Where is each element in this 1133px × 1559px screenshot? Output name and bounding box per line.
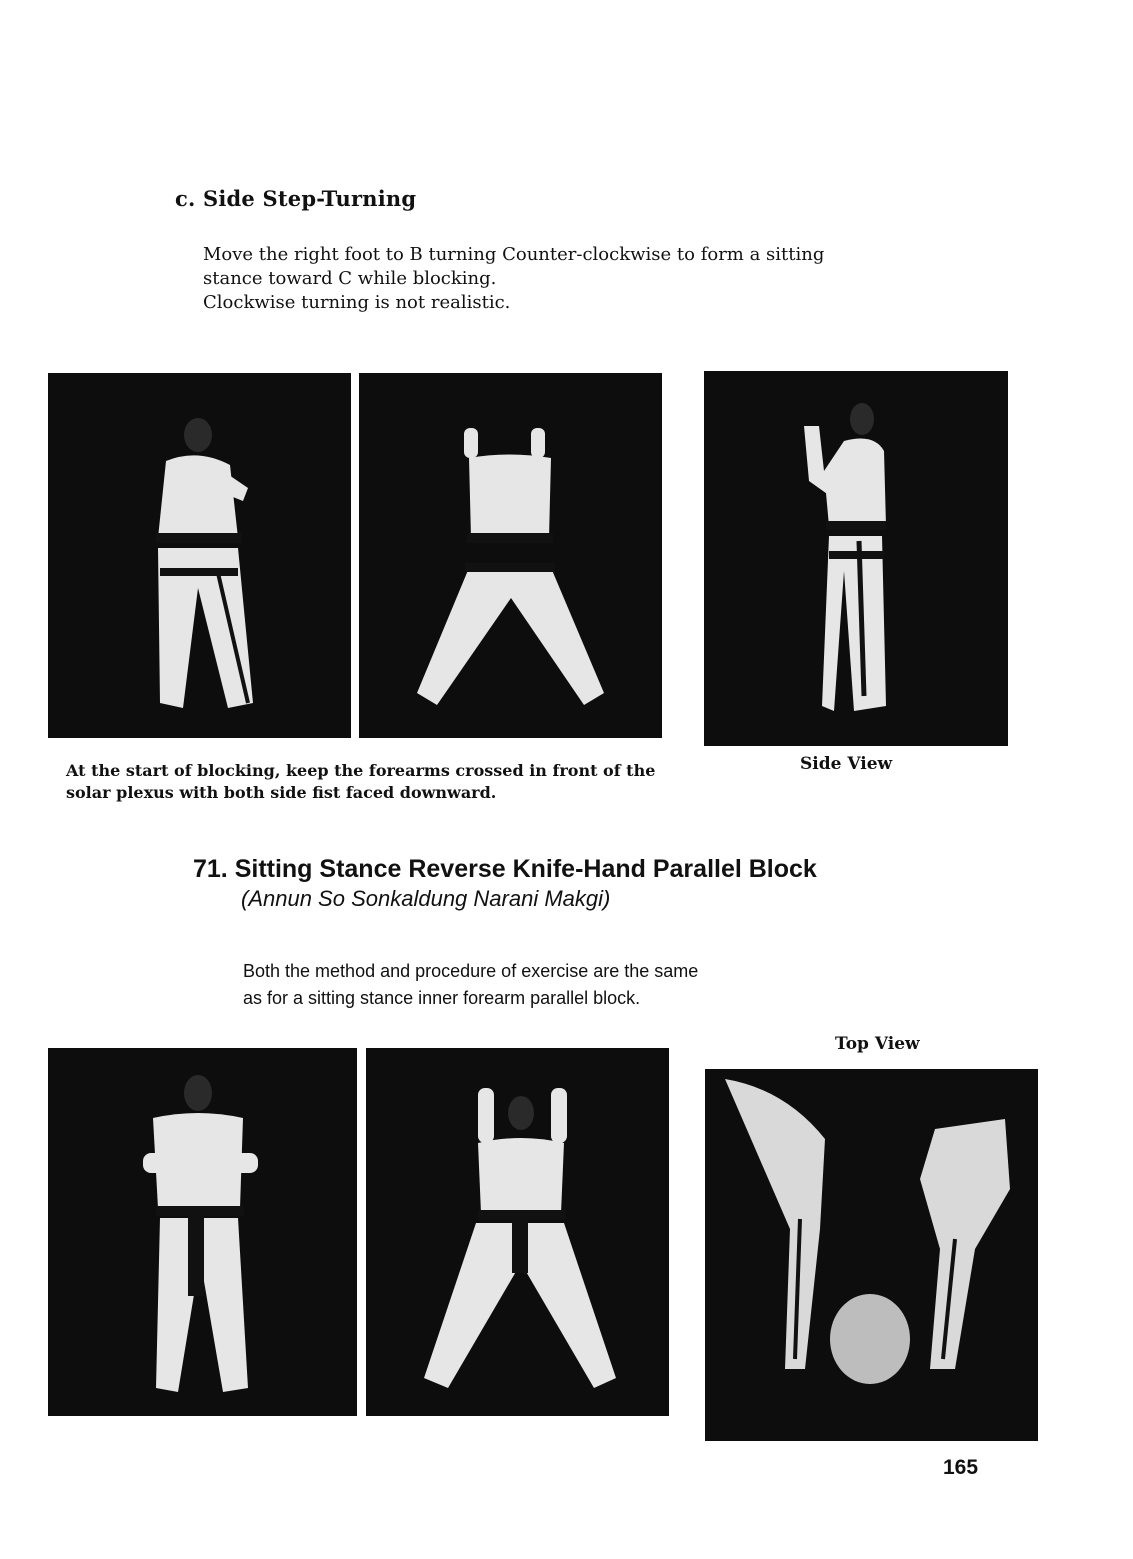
figure-illustration [48, 1048, 357, 1416]
caption-line: solar plexus with both side fist faced downward. [66, 783, 497, 802]
paragraph-line: Move the right foot to B turning Counter-clockwise to form a sitting [203, 244, 825, 265]
figure-caption [66, 760, 655, 804]
photo-top-view [705, 1069, 1038, 1441]
caption-line: At the start of blocking, keep the forearms crossed in front of the [66, 761, 656, 780]
paragraph-line: Both the method and procedure of exercise are the same [243, 961, 699, 981]
page-number: 165 [943, 1456, 979, 1479]
subsection-heading: c. Side Step-Turning [175, 186, 417, 211]
photo-side-view [704, 371, 1008, 746]
photo-front-view-block [366, 1048, 669, 1416]
section-title: 71. Sitting Stance Reverse Knife-Hand Parallel Block [193, 855, 817, 883]
section-paragraph [243, 958, 698, 1012]
figure-illustration [704, 371, 1008, 746]
figure-illustration [48, 373, 351, 738]
top-view-label: Top View [835, 1034, 920, 1054]
photo-back-view-start [48, 373, 351, 738]
subsection-paragraph [203, 243, 824, 315]
section-subtitle: (Annun So Sonkaldung Narani Makgi) [241, 886, 611, 911]
figure-illustration [705, 1069, 1038, 1441]
paragraph-line: Clockwise turning is not realistic. [203, 292, 511, 313]
paragraph-line: stance toward C while blocking. [203, 268, 497, 289]
photo-back-view-block [359, 373, 662, 738]
figure-illustration [359, 373, 662, 738]
figure-illustration [366, 1048, 669, 1416]
photo-front-view-start [48, 1048, 357, 1416]
paragraph-line: as for a sitting stance inner forearm parallel block. [243, 988, 641, 1008]
side-view-label: Side View [800, 754, 893, 774]
